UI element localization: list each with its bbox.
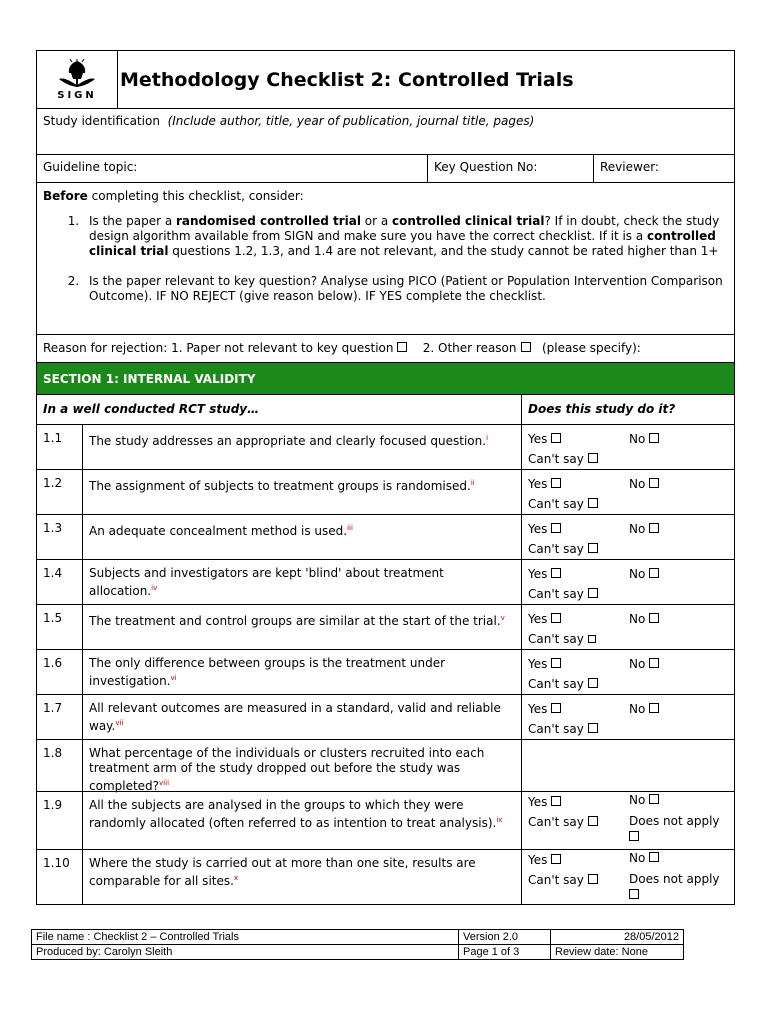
question-number: 1.8 bbox=[37, 740, 83, 791]
checkbox-no[interactable] bbox=[649, 852, 659, 862]
answer-no[interactable]: No bbox=[629, 702, 646, 716]
question-text: An adequate concealment method is used.$^{iii}$ bbox=[83, 515, 522, 559]
checkbox-cant-say[interactable] bbox=[588, 588, 598, 598]
checkbox-other-reason[interactable] bbox=[521, 342, 531, 352]
checkbox-no[interactable] bbox=[649, 794, 659, 804]
answer-yes[interactable]: Yes bbox=[528, 702, 548, 716]
study-identification-field[interactable] bbox=[37, 109, 734, 155]
checkbox-no[interactable] bbox=[649, 523, 659, 533]
question-number: 1.4 bbox=[37, 560, 83, 604]
answer-yes[interactable]: Yes bbox=[528, 795, 548, 809]
checkbox-no[interactable] bbox=[649, 568, 659, 578]
answer-yes[interactable]: Yes bbox=[528, 432, 548, 446]
checkbox-yes[interactable] bbox=[551, 796, 561, 806]
reason-label: Reason for rejection: 1. Paper not relevant to key question bbox=[43, 341, 394, 355]
footer-file: File name : Checklist 2 – Controlled Trials bbox=[32, 930, 459, 944]
checkbox-no[interactable] bbox=[649, 433, 659, 443]
instruction-1: 1. Is the paper a randomised controlled trial or a controlled clinical trial? If in doubt, check the study design algorithm available from SIGN and make sure you have the correct checklist. If it is a controlled clinical trial questions 1.2, 1.3, and 1.4 are not relevant, and the study cannot be rated higher than 1+ bbox=[83, 214, 728, 259]
answer-no[interactable]: No bbox=[629, 851, 646, 865]
question-number: 1.9 bbox=[37, 792, 83, 849]
question-row bbox=[37, 560, 734, 605]
question-number: 1.3 bbox=[37, 515, 83, 559]
checkbox-cant-say[interactable] bbox=[588, 453, 598, 463]
question-text: The treatment and control groups are similar at the start of the trial.$^v$ bbox=[83, 605, 522, 649]
question-text: What percentage of the individuals or clusters recruited into each treatment arm of the study dropped out before the study was completed?$^{viii}$ bbox=[83, 740, 522, 791]
question-text: The study addresses an appropriate and clearly focused question.$^i$ bbox=[83, 425, 522, 469]
checkbox-cant-say[interactable] bbox=[588, 816, 598, 826]
question-number: 1.1 bbox=[37, 425, 83, 469]
checkbox-yes[interactable] bbox=[551, 658, 561, 668]
answer-cant-say[interactable]: Can't say bbox=[528, 497, 584, 511]
question-row bbox=[37, 605, 734, 650]
footer-version: Version 2.0 bbox=[459, 930, 551, 944]
question-text: Subjects and investigators are kept 'blind' about treatment allocation.$^{iv}$ bbox=[83, 560, 522, 604]
answer-yes[interactable]: Yes bbox=[528, 477, 548, 491]
answer-no[interactable]: No bbox=[629, 432, 646, 446]
checkbox-yes[interactable] bbox=[551, 568, 561, 578]
answer-yes[interactable]: Yes bbox=[528, 612, 548, 626]
col-header-right: Does this study do it? bbox=[528, 402, 676, 416]
answer-does-not-apply[interactable]: Does not apply bbox=[629, 814, 720, 828]
answer-no[interactable]: No bbox=[629, 612, 646, 626]
answer-cell bbox=[522, 470, 734, 514]
topic-row bbox=[37, 155, 734, 183]
answer-cant-say[interactable]: Can't say bbox=[528, 632, 584, 646]
column-headers bbox=[37, 395, 734, 425]
checkbox-no[interactable] bbox=[649, 613, 659, 623]
checkbox-no[interactable] bbox=[649, 478, 659, 488]
checkbox-cant-say[interactable] bbox=[588, 874, 598, 884]
reason-for-rejection bbox=[37, 335, 734, 363]
question-number: 1.6 bbox=[37, 650, 83, 694]
key-question-field[interactable]: Key Question No: bbox=[428, 155, 594, 182]
answer-cell bbox=[522, 792, 734, 849]
answer-cell bbox=[522, 425, 734, 469]
section-header: SECTION 1: INTERNAL VALIDITY bbox=[37, 363, 734, 395]
checkbox-cant-say[interactable] bbox=[588, 543, 598, 553]
endnote-ref: vi bbox=[170, 674, 177, 682]
checkbox-does-not-apply[interactable] bbox=[629, 889, 639, 899]
footer-review: Review date: None bbox=[555, 946, 648, 958]
answer-cell bbox=[522, 605, 734, 649]
thistle-icon bbox=[54, 59, 100, 89]
endnote-ref: iv bbox=[151, 584, 158, 592]
answer-yes[interactable]: Yes bbox=[528, 567, 548, 581]
answer-no[interactable]: No bbox=[629, 657, 646, 671]
col-header-left: In a well conducted RCT study… bbox=[37, 395, 522, 424]
footer-date: 28/05/2012 bbox=[623, 931, 679, 943]
question-row bbox=[37, 515, 734, 560]
answer-cant-say[interactable]: Can't say bbox=[528, 815, 584, 829]
endnote-ref: v bbox=[500, 614, 505, 622]
page-title: Methodology Checklist 2: Controlled Trials bbox=[120, 68, 574, 91]
answer-no[interactable]: No bbox=[629, 477, 646, 491]
checkbox-not-relevant[interactable] bbox=[397, 342, 407, 352]
question-text: All relevant outcomes are measured in a standard, valid and reliable way.$^{vii}$ bbox=[83, 695, 522, 739]
before-text: completing this checklist, consider: bbox=[87, 189, 304, 203]
question-text: Where the study is carried out at more than one site, results are comparable for all sites.$^x$ bbox=[83, 850, 522, 904]
checkbox-yes[interactable] bbox=[551, 523, 561, 533]
answer-cant-say[interactable]: Can't say bbox=[528, 722, 584, 736]
question-text: The assignment of subjects to treatment groups is randomised.$^{ii}$ bbox=[83, 470, 522, 514]
answer-cant-say[interactable]: Can't say bbox=[528, 873, 584, 887]
reason-specify: (please specify): bbox=[541, 341, 641, 355]
answer-cell bbox=[522, 695, 734, 739]
answer-yes[interactable]: Yes bbox=[528, 657, 548, 671]
answer-cell bbox=[522, 560, 734, 604]
endnote-ref: i bbox=[486, 434, 489, 442]
endnote-ref: iii bbox=[347, 524, 353, 532]
checkbox-yes[interactable] bbox=[551, 613, 561, 623]
endnote-ref: vii bbox=[115, 719, 124, 727]
question-row bbox=[37, 792, 734, 850]
answer-cell bbox=[522, 740, 734, 791]
endnote-ref: viii bbox=[159, 779, 170, 787]
checkbox-cant-say[interactable] bbox=[588, 498, 598, 508]
instruction-2: 2. Is the paper relevant to key question? Analyse using PICO (Patient or Population Intervention Comparison Outcome). IF NO REJECT (give reason below). IF YES complete the checklist. bbox=[83, 274, 728, 304]
header bbox=[37, 51, 734, 109]
question-row bbox=[37, 695, 734, 740]
question-row bbox=[37, 850, 734, 904]
sign-logo bbox=[37, 51, 118, 108]
checkbox-cant-say[interactable] bbox=[588, 678, 598, 688]
answer-cant-say[interactable]: Can't say bbox=[528, 587, 584, 601]
question-row bbox=[37, 650, 734, 695]
reviewer-field[interactable]: Reviewer: bbox=[600, 160, 659, 174]
answer-no[interactable]: No bbox=[629, 567, 646, 581]
question-number: 1.5 bbox=[37, 605, 83, 649]
logo-text: SIGN bbox=[57, 89, 97, 101]
guideline-topic-field[interactable]: Guideline topic: bbox=[37, 155, 428, 182]
answer-yes[interactable]: Yes bbox=[528, 522, 548, 536]
answer-does-not-apply[interactable]: Does not apply bbox=[629, 872, 720, 886]
before-instructions bbox=[37, 183, 734, 335]
checkbox-yes[interactable] bbox=[551, 703, 561, 713]
footer-page: Page 1 of 3 bbox=[459, 945, 551, 959]
question-number: 1.7 bbox=[37, 695, 83, 739]
checklist-form bbox=[36, 50, 735, 905]
answer-cell bbox=[522, 650, 734, 694]
answer-no[interactable]: No bbox=[629, 793, 646, 807]
endnote-ref: ix bbox=[496, 816, 503, 824]
reason-other-label: 2. Other reason bbox=[422, 341, 517, 355]
question-row bbox=[37, 740, 734, 792]
answer-cell bbox=[522, 850, 734, 904]
answer-cant-say[interactable]: Can't say bbox=[528, 542, 584, 556]
footer bbox=[31, 929, 684, 960]
checkbox-no[interactable] bbox=[649, 658, 659, 668]
question-number: 1.10 bbox=[37, 850, 83, 904]
footer-produced: Produced by: Carolyn Sleith bbox=[32, 945, 459, 959]
question-row bbox=[37, 470, 734, 515]
checkbox-no[interactable] bbox=[649, 703, 659, 713]
endnote-ref: x bbox=[233, 874, 239, 882]
study-id-label: Study identification bbox=[43, 114, 160, 128]
question-text: All the subjects are analysed in the groups to which they were randomly allocated (often referred to as intention to treat analysis).$^{ix}$ bbox=[83, 792, 522, 849]
answer-cant-say[interactable]: Can't say bbox=[528, 452, 584, 466]
answer-yes[interactable]: Yes bbox=[528, 853, 548, 867]
checkbox-yes[interactable] bbox=[551, 854, 561, 864]
checkbox-yes[interactable] bbox=[551, 433, 561, 443]
before-bold: Before bbox=[43, 189, 88, 203]
answer-cell bbox=[522, 515, 734, 559]
checkbox-cant-say[interactable] bbox=[588, 723, 598, 733]
checkbox-does-not-apply[interactable] bbox=[629, 831, 639, 841]
question-number: 1.2 bbox=[37, 470, 83, 514]
endnote-ref: ii bbox=[470, 479, 475, 487]
checkbox-yes[interactable] bbox=[551, 478, 561, 488]
study-id-hint: (Include author, title, year of publication, journal title, pages) bbox=[167, 114, 535, 128]
checkbox-cant-say[interactable] bbox=[588, 635, 596, 643]
answer-no[interactable]: No bbox=[629, 522, 646, 536]
answer-cant-say[interactable]: Can't say bbox=[528, 677, 584, 691]
question-row bbox=[37, 425, 734, 470]
question-text: The only difference between groups is the treatment under investigation.$^{vi}$ bbox=[83, 650, 522, 694]
